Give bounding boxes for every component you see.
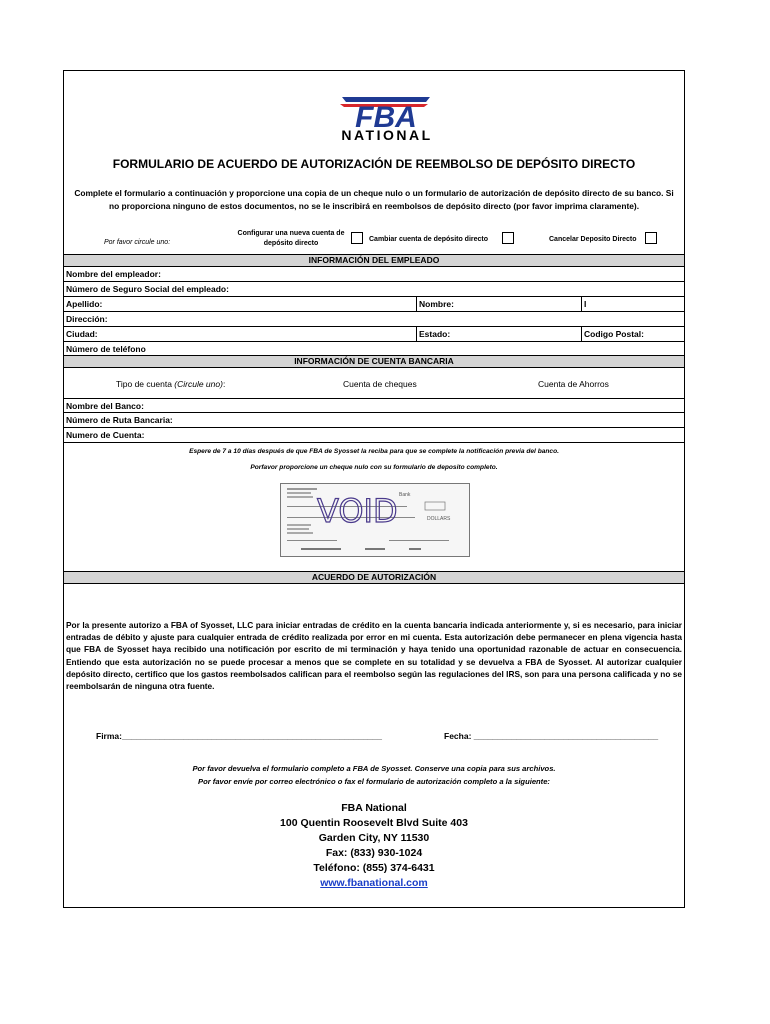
logo-letters: FBA (355, 101, 417, 134)
wait-note: Espere de 7 a 10 días después de que FBA de Syosset la reciba para que se complete la notificación previa del banco. (189, 448, 559, 455)
company-website-link[interactable]: www.fbanational.com (320, 877, 428, 889)
address-field[interactable]: Dirección: (64, 312, 684, 327)
company-street: 100 Quentin Roosevelt Blvd Suite 403 (280, 817, 468, 829)
cancel-deposit-checkbox[interactable] (645, 232, 657, 244)
employee-section-header: INFORMACIÓN DEL EMPLEADO (64, 254, 684, 267)
account-type-label: Tipo de cuenta (Circule uno): (116, 379, 226, 389)
authorization-paragraph: Por la presente autorizo a FBA of Syosset, LLC para iniciar entradas de crédito en la cuenta bancaria indicada anteriormente y, si es necesario, para iniciar entradas de débito y ajuste para cualquier entrada de crédito realizada por error en mi cuenta. Esta autorización debe permanecer en plena vigencia hasta que FBA de Syosset haya recibido una notificación por escrito de mi terminación y haya tenido una oportunidad razonable de actuar en consecuencia. Entiendo que esta autorización no se puede procesar a menos que se complete en su totalidad y se devuelva a FBA de Syosset. Al autorizar cualquier depósito directo, certifico que los gastos reembolsados califican para el reembolso según las regulaciones del IRS, son para una persona calificada y no se reembolsarán de ninguna otra fuente. (66, 620, 682, 692)
company-website-row (64, 877, 684, 889)
form-title: FORMULARIO DE ACUERDO DE AUTORIZACIÓN DE REEMBOLSO DE DEPÓSITO DIRECTO (112, 157, 636, 171)
new-account-checkbox[interactable] (351, 232, 363, 244)
change-account-checkbox[interactable] (502, 232, 514, 244)
signature-field[interactable]: Firma:_______________________________________________________ (96, 731, 382, 741)
name-row[interactable]: Apellido: Nombre: I (64, 297, 684, 312)
routing-number-field[interactable]: Número de Ruta Bancaria: (64, 413, 684, 428)
phone-field[interactable]: Número de teléfono (66, 344, 146, 354)
bank-section-header: INFORMACIÓN DE CUENTA BANCARIA (64, 355, 684, 368)
option-change-label: Cambiar cuenta de depósito directo (369, 236, 489, 243)
ssn-field[interactable]: Número de Seguro Social del empleado: (64, 282, 684, 297)
email-note: Por favor envíe por correo electrónico o fax el formulario de autorización completo a la siguiente: (198, 777, 550, 786)
employer-name-field[interactable]: Nombre del empleador: (64, 267, 684, 282)
auth-section-header: ACUERDO DE AUTORIZACIÓN (64, 571, 684, 584)
company-city: Garden City, NY 11530 (318, 832, 430, 844)
intro-text: Complete el formulario a continuación y proporcione una copia de un cheque nulo o un formulario de autorización de depósito directo de su banco. Si no proporciona ninguno de estos documentos, no se le inscribirá en reembolsos de depósito directo (por favor imprima claramente). (74, 188, 674, 211)
date-field[interactable]: Fecha: _______________________________________ (444, 731, 659, 741)
logo-wordmark: NATIONAL (341, 127, 433, 143)
bank-name-field[interactable]: Nombre del Banco: (64, 398, 684, 413)
form-frame (63, 70, 685, 908)
void-stamp: VOID (317, 492, 398, 530)
company-phone: Teléfono: (855) 374-6431 (313, 862, 435, 874)
void-check-note: Porfavor proporcione un cheque nulo con su formulario de deposito completo. (250, 464, 498, 471)
city-row[interactable]: Ciudad: Estado: Codigo Postal: (64, 327, 684, 342)
option-cancel-label: Cancelar Deposito Directo (549, 236, 637, 243)
check-bank-label: Bank (399, 492, 411, 498)
account-number-field[interactable]: Numero de Cuenta: (64, 428, 684, 443)
void-check-image (280, 483, 470, 557)
savings-option[interactable]: Cuenta de Ahorros (538, 379, 609, 389)
company-fax: Fax: (833) 930-1024 (325, 847, 423, 859)
return-note: Por favor devuelva el formulario completo a FBA de Syosset. Conserve una copia para sus archivos. (192, 764, 556, 773)
checking-option[interactable]: Cuenta de cheques (343, 379, 417, 389)
check-drawing (281, 484, 469, 556)
option-new-account-label: Configurar una nueva cuenta de depósito directo (237, 230, 345, 247)
options-prompt: Por favor circule uno: (104, 239, 171, 246)
check-dollars-label: DOLLARS (427, 516, 451, 522)
company-name: FBA National (341, 802, 407, 814)
